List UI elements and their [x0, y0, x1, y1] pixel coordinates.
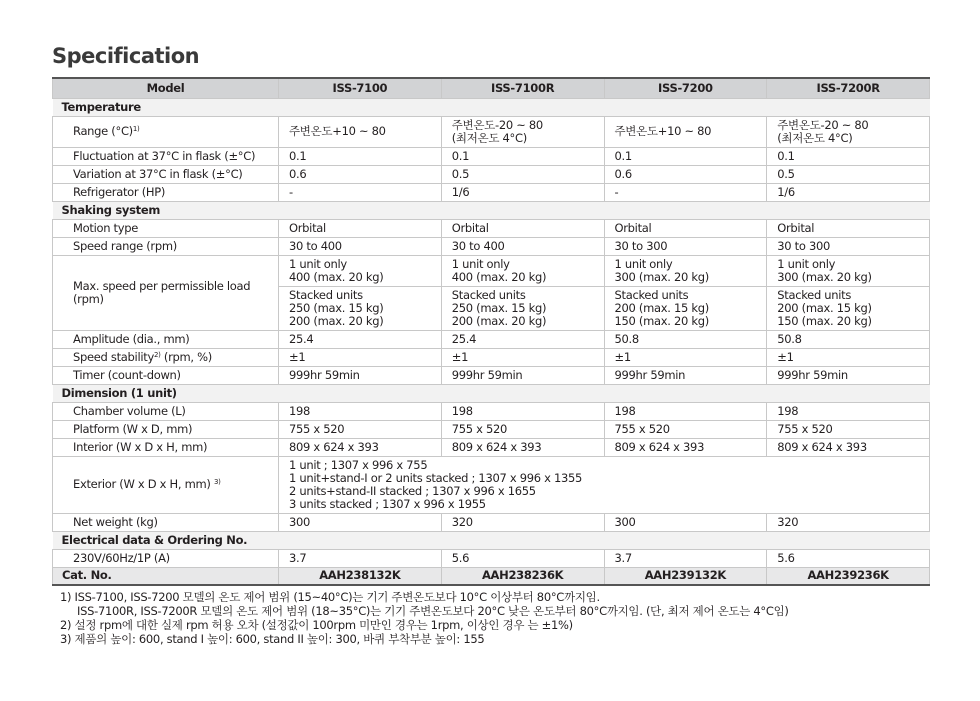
footnote: 2) 설정 rpm에 대한 실제 rpm 허용 오차 (설정값이 100rpm 미만인 경우는 1rpm, 이상인 경우 는 ±1%) [60, 618, 573, 632]
table-row [53, 237, 930, 255]
table-cell: 320 [441, 513, 604, 531]
row-label: Net weight (kg) [53, 513, 279, 531]
row-label: Timer (count-down) [53, 366, 279, 384]
table-cell: 1 unit only 300 (max. 20 kg) [604, 255, 767, 286]
table-cell: 300 [279, 513, 442, 531]
table-cell: 198 [767, 402, 930, 420]
section-row [53, 384, 930, 402]
table-cell: 755 x 520 [604, 420, 767, 438]
table-cell: 1 unit only 400 (max. 20 kg) [441, 255, 604, 286]
table-cell: Stacked units 200 (max. 15 kg) 150 (max. 20 kg) [604, 286, 767, 330]
row-label: 230V/60Hz/1P (A) [53, 549, 279, 567]
table-row [53, 366, 930, 384]
cat-no-cell: AAH239236K [767, 567, 930, 585]
table-row [53, 165, 930, 183]
table-cell: 30 to 400 [279, 237, 442, 255]
cat-no-cell: AAH239132K [604, 567, 767, 585]
table-cell: 주변온도-20 ~ 80 (최저온도 4°C) [441, 116, 604, 147]
table-cell: ±1 [767, 348, 930, 366]
section-temperature: Temperature [53, 98, 930, 116]
table-cell: Orbital [767, 219, 930, 237]
table-cell: 주변온도+10 ~ 80 [604, 116, 767, 147]
table-row [53, 116, 930, 147]
footnote: 3) 제품의 높이: 600, stand I 높이: 600, stand II 높이: 300, 바퀴 부착부분 높이: 155 [60, 632, 485, 646]
section-row [53, 98, 930, 116]
table-cell: Orbital [279, 219, 442, 237]
table-cell: 0.1 [279, 147, 442, 165]
table-row [53, 549, 930, 567]
table-cell: 999hr 59min [441, 366, 604, 384]
table-cell: 755 x 520 [279, 420, 442, 438]
row-label: Variation at 37°C in flask (±°C) [53, 165, 279, 183]
row-label: Chamber volume (L) [53, 402, 279, 420]
table-header-row [53, 78, 930, 98]
table-cell: 198 [441, 402, 604, 420]
section-dimension: Dimension (1 unit) [53, 384, 930, 402]
table-cell: 1/6 [441, 183, 604, 201]
table-cell: ±1 [604, 348, 767, 366]
table-row [53, 456, 930, 513]
table-cell: 주변온도+10 ~ 80 [279, 116, 442, 147]
table-cell: 809 x 624 x 393 [279, 438, 442, 456]
table-cell: ±1 [279, 348, 442, 366]
row-label: Motion type [53, 219, 279, 237]
table-row [53, 348, 930, 366]
table-row [53, 330, 930, 348]
table-cell: Stacked units 200 (max. 15 kg) 150 (max. 20 kg) [767, 286, 930, 330]
table-cell: 3.7 [604, 549, 767, 567]
table-cell: 198 [279, 402, 442, 420]
table-cell: 320 [767, 513, 930, 531]
table-row [53, 438, 930, 456]
header-iss-7200r: ISS-7200R [767, 78, 930, 98]
table-cell: 0.1 [441, 147, 604, 165]
spec-table [52, 77, 930, 586]
header-iss-7200: ISS-7200 [604, 78, 767, 98]
table-row [53, 513, 930, 531]
table-cell: 0.6 [604, 165, 767, 183]
table-cell: 5.6 [767, 549, 930, 567]
table-cell: 50.8 [604, 330, 767, 348]
table-cell: 1 unit only 300 (max. 20 kg) [767, 255, 930, 286]
footnote: 1) ISS-7100, ISS-7200 모델의 온도 제어 범위 (15~40°C)는 기기 주변온도보다 10°C 이상부터 80°C까지임. [60, 590, 600, 604]
table-cell: 5.6 [441, 549, 604, 567]
row-label: Refrigerator (HP) [53, 183, 279, 201]
row-label: Range $(^\circ C)^{1)}$ [53, 116, 279, 147]
section-row [53, 201, 930, 219]
table-cell: 0.6 [279, 165, 442, 183]
table-cell: 809 x 624 x 393 [604, 438, 767, 456]
row-label: Platform (W x D, mm) [53, 420, 279, 438]
table-cell: 25.4 [441, 330, 604, 348]
table-row [53, 219, 930, 237]
row-label: Fluctuation at 37°C in flask (±°C) [53, 147, 279, 165]
table-cell: 999hr 59min [767, 366, 930, 384]
table-cell: 3.7 [279, 549, 442, 567]
table-cell: 755 x 520 [441, 420, 604, 438]
table-cell: 755 x 520 [767, 420, 930, 438]
table-cell: Stacked units 250 (max. 15 kg) 200 (max. 20 kg) [279, 286, 442, 330]
table-cell: 809 x 624 x 393 [441, 438, 604, 456]
table-cell: 300 [604, 513, 767, 531]
row-label: Max. speed per permissible load (rpm) [53, 255, 279, 330]
table-cell: 1 unit ; 1307 x 996 x 755 1 unit+stand-I or 2 units stacked ; 1307 x 996 x 1355 2 units+stand-II stacked ; 1307 x 996 x 1655 3 units stacked ; 1307 x 996 x 1955 [279, 456, 930, 513]
header-model: Model [53, 78, 279, 98]
table-cell: 30 to 400 [441, 237, 604, 255]
table-cell: Orbital [604, 219, 767, 237]
table-cell: 50.8 [767, 330, 930, 348]
row-label: Amplitude (dia., mm) [53, 330, 279, 348]
table-cell: 999hr 59min [604, 366, 767, 384]
header-iss-7100: ISS-7100 [279, 78, 442, 98]
table-cell: 0.1 [604, 147, 767, 165]
footnote: ISS-7100R, ISS-7200R 모델의 온도 제어 범위 (18~35°C)는 기기 주변온도보다 20°C 낮은 온도부터 80°C까지임. (단, 최저 제어 온도는 4°C임) [77, 604, 789, 618]
table-row [53, 183, 930, 201]
row-label: Speed range (rpm) [53, 237, 279, 255]
row-label: Interior (W x D x H, mm) [53, 438, 279, 456]
table-cell: 0.5 [441, 165, 604, 183]
table-cell: 1 unit only 400 (max. 20 kg) [279, 255, 442, 286]
table-cell: 30 to 300 [604, 237, 767, 255]
table-cell: 1/6 [767, 183, 930, 201]
page-title: Specification [52, 44, 200, 68]
table-row [53, 147, 930, 165]
cat-no-cell: AAH238236K [441, 567, 604, 585]
table-cell: 30 to 300 [767, 237, 930, 255]
table-row [53, 402, 930, 420]
table-cell: ±1 [441, 348, 604, 366]
table-cell: 25.4 [279, 330, 442, 348]
cat-no-cell: AAH238132K [279, 567, 442, 585]
section-shaking: Shaking system [53, 201, 930, 219]
table-row [53, 255, 930, 286]
section-electrical: Electrical data & Ordering No. [53, 531, 930, 549]
table-row [53, 420, 930, 438]
section-row [53, 531, 930, 549]
row-label: Speed stability$^{2)}$ (rpm, %) [53, 348, 279, 366]
table-cell: 0.1 [767, 147, 930, 165]
table-cell: Orbital [441, 219, 604, 237]
table-cell: 주변온도-20 ~ 80 (최저온도 4°C) [767, 116, 930, 147]
table-cell: 809 x 624 x 393 [767, 438, 930, 456]
table-cell: - [279, 183, 442, 201]
table-cell: 198 [604, 402, 767, 420]
table-cell: 0.5 [767, 165, 930, 183]
table-cell: 999hr 59min [279, 366, 442, 384]
footnotes [60, 590, 789, 646]
table-cell: Stacked units 250 (max. 15 kg) 200 (max. 20 kg) [441, 286, 604, 330]
row-label: Exterior (W x D x H, mm) $^{3)}$ [53, 456, 279, 513]
row-label: Cat. No. [53, 567, 279, 585]
table-row [53, 567, 930, 585]
header-iss-7100r: ISS-7100R [441, 78, 604, 98]
table-cell: - [604, 183, 767, 201]
